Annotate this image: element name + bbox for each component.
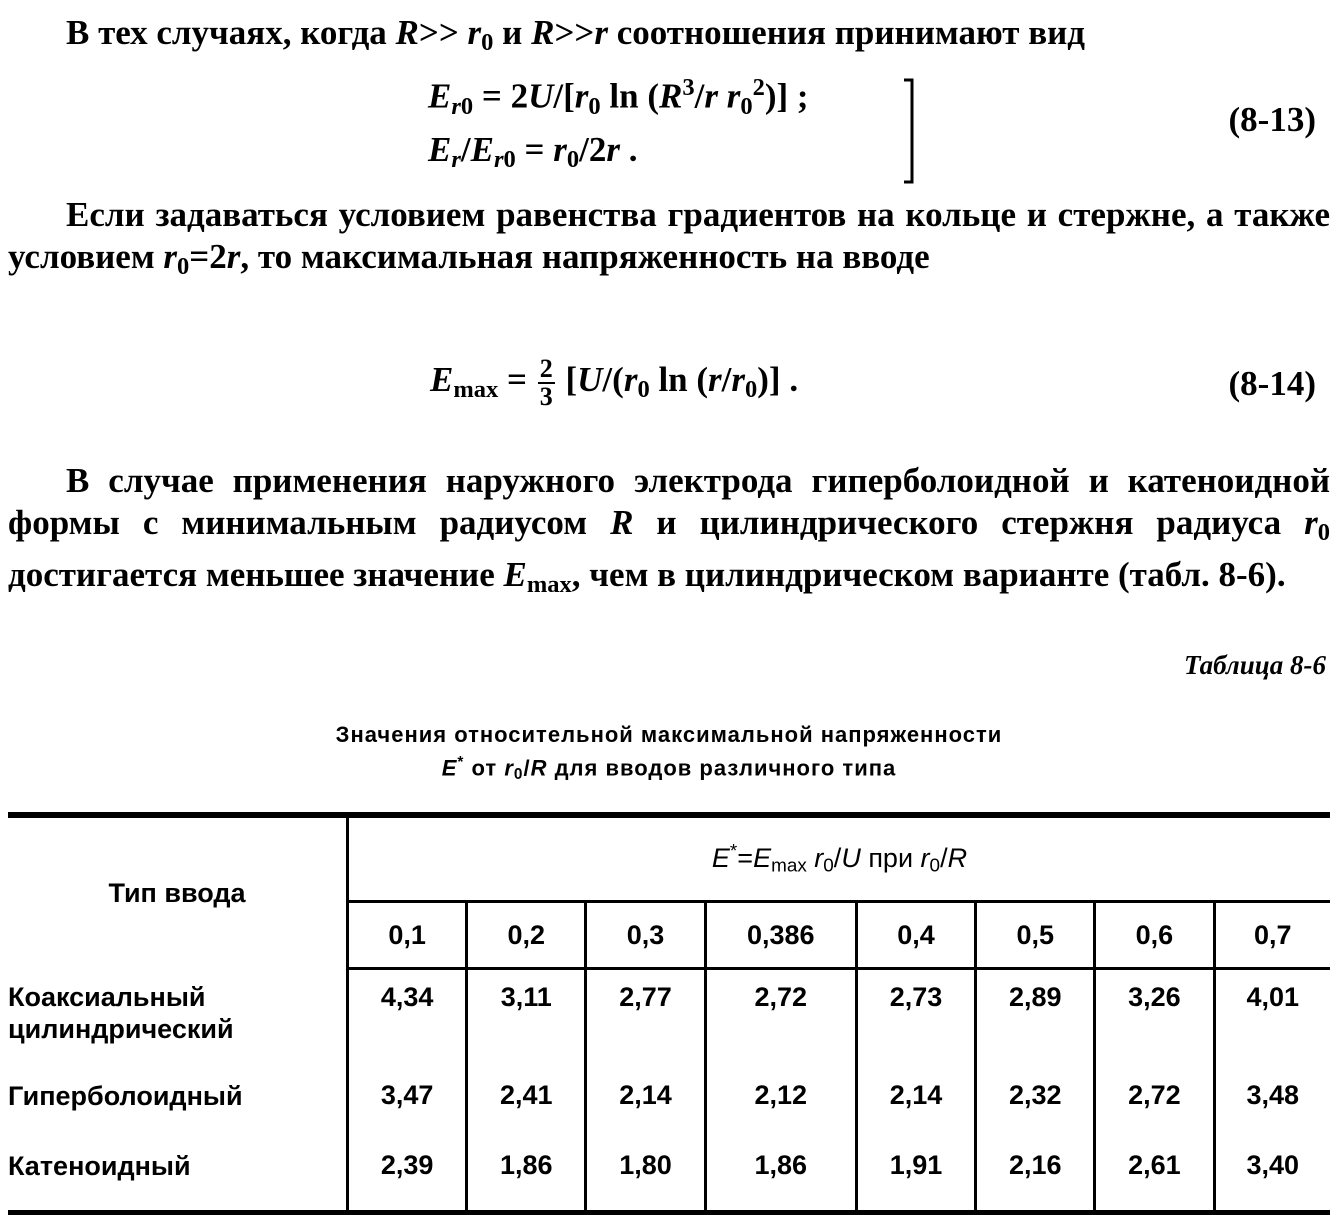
table-caption-line1: Значения относительной максимальной напряженности [335,722,1003,747]
table-label: Таблица 8-6 [1184,650,1326,680]
table-cell: 2,14 [856,1072,975,1146]
column-header-ratio: 0,4 [856,902,975,969]
equation-8-13-line2: $E_r/E_{r0} = r_0/2r$ . [428,130,638,174]
row-label: Гиперболоидный [8,1072,348,1146]
paragraph-condition: Если задаваться условием равенства градиентов на кольце и стержне, а также условием $r_0=2r$, то максимальная напряженность на вводе [8,195,1330,281]
row-label: Коаксиальный цилиндрический [8,969,348,1073]
table-cell: 1,86 [705,1146,856,1213]
table-cell: 1,86 [467,1146,586,1213]
table-row [8,1146,1330,1213]
table-cell: 3,40 [1246,1150,1300,1180]
equation-number-8-13: (8-13) [1228,100,1316,139]
table-row [8,969,1330,1073]
table-cell: 1,91 [856,1146,975,1213]
table-cell: 1,80 [586,1146,705,1213]
table-cell: 3,48 [1246,1080,1300,1110]
table-cell: 2,12 [705,1072,856,1146]
row-label: Катеноидный [8,1146,348,1213]
table-cell: 2,61 [1095,1146,1214,1213]
equation-brace [902,78,918,184]
table-cell: 2,16 [976,1146,1095,1213]
table-caption-line2: E* от $r_0/R$ для вводов различного типа [441,754,897,784]
table-cell: 2,39 [348,1146,467,1213]
column-header-type: Тип ввода [8,815,348,969]
table-cell: 2,72 [705,969,856,1073]
column-header-ratio: 0,5 [976,902,1095,969]
equation-8-14: $E_{max}$ = $\frac{2}{3}$ [$U/(r_0$ $\ln (r/r_0)$] . [430,354,799,411]
column-header-ratio: 0,1 [348,902,467,969]
table-cell: 2,14 [586,1072,705,1146]
equation-8-13-line1: $E_{r0} = 2U/[r_0$ $\ln (R^3/r$ $r_0^2$)] ; [428,74,809,120]
data-table [8,812,1330,1215]
paragraph-electrodes: В случае применения наружного электрода гиперболоидной и катеноидной формы с минимальным радиусом R и цилиндрического стержня радиуса $r_0$ достигается меньшее значение $E_{max}$, чем в цилиндрическом варианте (табл. 8-6). [8,461,1330,599]
table-cell: 2,77 [586,969,705,1073]
column-header-ratio: 0,7 [1214,902,1330,969]
table-cell: 2,32 [976,1072,1095,1146]
column-header-ratio: 0,386 [705,902,856,969]
table-row [8,1072,1330,1146]
table-cell: 2,73 [856,969,975,1073]
table-cell: 4,34 [348,969,467,1073]
table-cell: 2,89 [976,969,1095,1073]
column-header-values: $E^*=E_{max}$ $r_0/U$ при $r_0/R$ [348,815,1331,902]
equation-number-8-14: (8-14) [1228,364,1316,403]
table-cell: 3,11 [467,969,586,1073]
table-cell: 3,47 [348,1072,467,1146]
column-header-ratio: 0,3 [586,902,705,969]
table-cell: 2,41 [467,1072,586,1146]
paragraph-intro: В тех случаях, когда $R>> r_0$ и R>>r соотношения принимают вид [66,13,1085,57]
table-cell: 4,01 [1246,982,1300,1012]
column-header-ratio: 0,2 [467,902,586,969]
table-cell: 2,72 [1095,1072,1214,1146]
table-cell: 3,26 [1095,969,1214,1073]
column-header-ratio: 0,6 [1095,902,1214,969]
